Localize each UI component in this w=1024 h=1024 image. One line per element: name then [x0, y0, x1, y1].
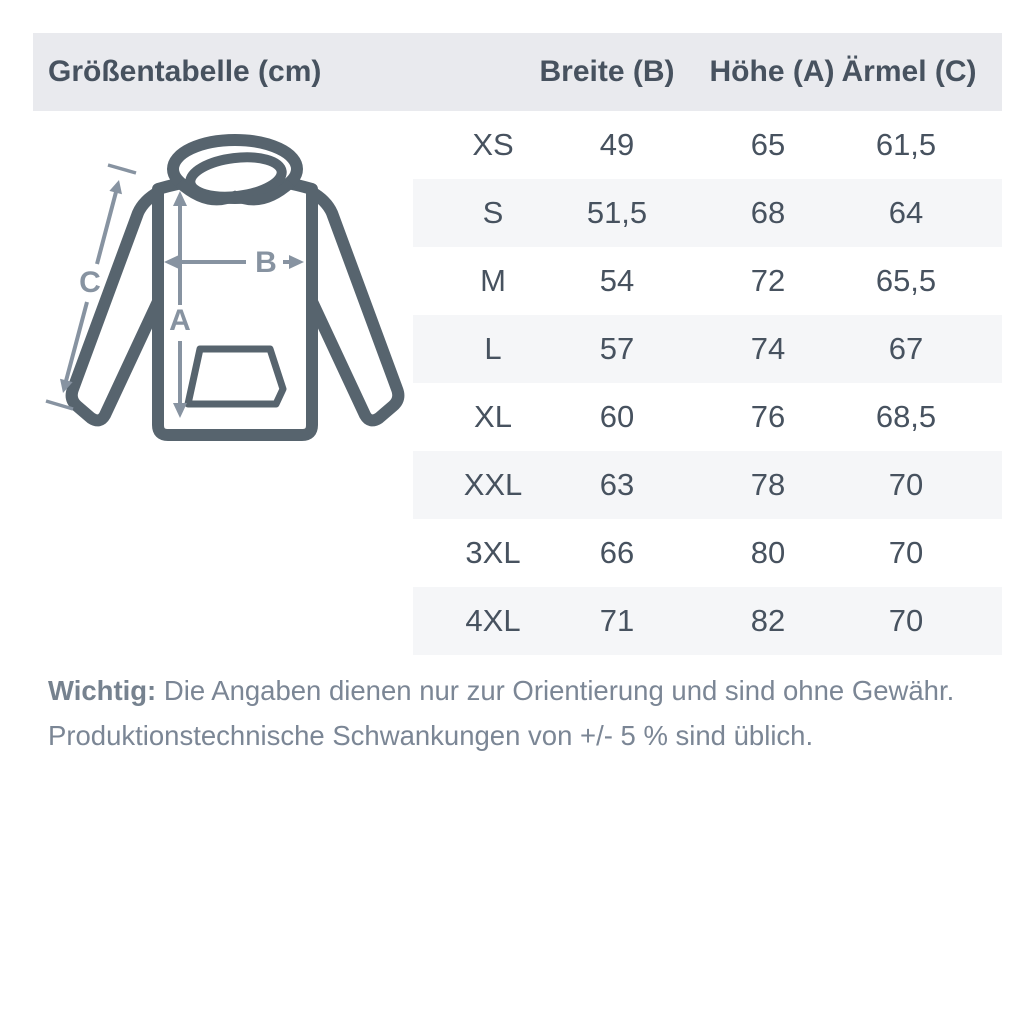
size-cell: L	[484, 331, 502, 366]
hoehe-cell: 76	[750, 399, 786, 434]
hoehe-cell: 74	[750, 331, 786, 366]
dimension-label-a: A	[169, 304, 191, 337]
size-cell: S	[482, 195, 504, 230]
hoehe-cell: 65	[750, 127, 786, 162]
breite-cell: 60	[599, 399, 635, 434]
aermel-cell: 70	[888, 535, 924, 570]
disclaimer-label: Wichtig:	[48, 675, 157, 706]
table-row	[413, 519, 1002, 587]
table-row	[413, 451, 1002, 519]
table-row	[413, 383, 1002, 451]
hoodie-illustration	[40, 125, 410, 455]
aermel-cell: 65,5	[875, 263, 937, 298]
breite-cell: 66	[599, 535, 635, 570]
dimension-line-c	[97, 192, 116, 264]
disclaimer-line-2: Produktionstechnische Schwankungen von +/- 5 % sind üblich.	[48, 720, 814, 751]
aermel-cell: 64	[888, 195, 924, 230]
hoehe-cell: 68	[750, 195, 786, 230]
dimension-end-tick-c-top	[108, 165, 136, 173]
breite-cell: 51,5	[586, 195, 648, 230]
breite-cell: 49	[599, 127, 635, 162]
breite-cell: 63	[599, 467, 635, 502]
hoehe-cell: 72	[750, 263, 786, 298]
disclaimer-text-1: Die Angaben dienen nur zur Orientierung und sind ohne Gewähr.	[163, 675, 955, 706]
size-cell: XL	[474, 399, 512, 434]
col-header-aermel: Ärmel (C)	[841, 55, 977, 88]
aermel-cell: 70	[888, 467, 924, 502]
table-row	[413, 315, 1002, 383]
arrowhead-c-top	[109, 180, 122, 194]
hoodie-pocket	[188, 349, 283, 404]
breite-cell: 71	[599, 603, 635, 638]
size-cell: XXL	[463, 467, 523, 502]
size-table-header	[33, 33, 1002, 111]
size-cell: XS	[472, 127, 514, 162]
hoehe-cell: 82	[750, 603, 786, 638]
hoehe-cell: 78	[750, 467, 786, 502]
aermel-cell: 67	[888, 331, 924, 366]
table-row	[413, 179, 1002, 247]
aermel-cell: 68,5	[875, 399, 937, 434]
col-header-hoehe: Höhe (A)	[709, 55, 835, 88]
breite-cell: 57	[599, 331, 635, 366]
aermel-cell: 61,5	[875, 127, 937, 162]
hoodie-measurement-diagram	[40, 125, 410, 455]
disclaimer-note	[48, 668, 968, 758]
dimension-label-c: C	[79, 266, 101, 299]
table-row	[413, 247, 1002, 315]
size-cell: M	[480, 263, 506, 298]
size-cell: 4XL	[465, 603, 521, 638]
hoehe-cell: 80	[750, 535, 786, 570]
table-row	[413, 587, 1002, 655]
breite-cell: 54	[599, 263, 635, 298]
dimension-label-b: B	[255, 246, 277, 279]
disclaimer-line-1	[48, 668, 968, 713]
col-header-breite: Breite (B)	[539, 55, 675, 88]
table-title: Größentabelle (cm)	[48, 55, 322, 88]
aermel-cell: 70	[888, 603, 924, 638]
table-row	[413, 111, 1002, 179]
size-cell: 3XL	[465, 535, 521, 570]
size-table	[413, 111, 1002, 655]
